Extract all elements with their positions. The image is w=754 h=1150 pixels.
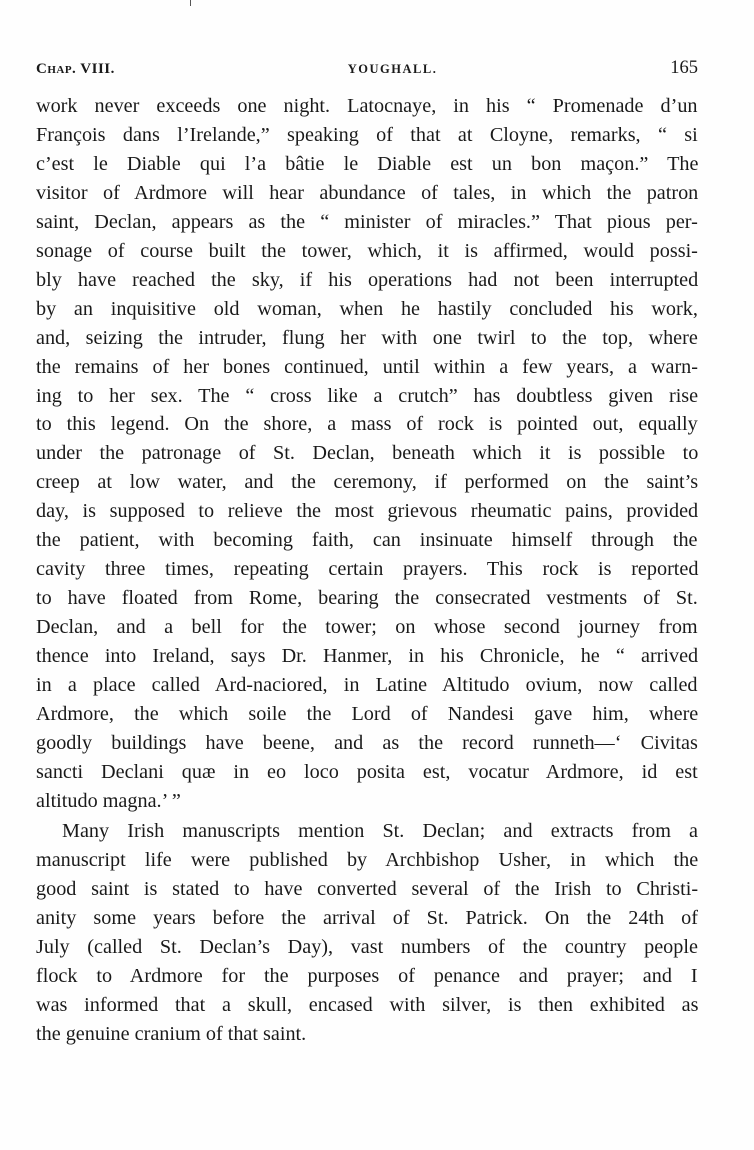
text-line: bly have reached the sky, if his operations had not been interrupted — [36, 268, 699, 291]
text-line: and, seizing the intruder, flung her with one twirl to the top, where — [36, 326, 698, 349]
text-line: the remains of her bones continued, until within a few years, a warn- — [36, 355, 698, 378]
text-line: the patient, with becoming faith, can insinuate himself through the — [36, 529, 698, 552]
text-line: was informed that a skull, encased with silver, is then exhibited as — [36, 993, 699, 1016]
running-title: YOUGHALL. — [347, 62, 438, 76]
text-line: manuscript life were published by Archbishop Usher, in which the — [36, 848, 699, 871]
text-line: the genuine cranium of that saint. — [36, 1022, 307, 1045]
text-line: thence into Ireland, says Dr. Hanmer, in his Chronicle, he “ arrived — [36, 645, 699, 668]
page-edge-mark — [190, 0, 191, 6]
text-line: Declan, and a bell for the tower; on whose second journey from — [36, 616, 698, 639]
text-line: to this legend. On the shore, a mass of rock is pointed out, equally — [36, 413, 698, 436]
running-header — [36, 58, 698, 92]
text-line: ing to her sex. The “ cross like a crutch” has doubtless given rise — [36, 384, 699, 407]
text-line: Many Irish manuscripts mention St. Declan; and extracts from a — [62, 819, 699, 842]
text-line: to have floated from Rome, bearing the consecrated vestments of St. — [36, 587, 698, 610]
text-line: in a place called Ard-naciored, in Latine Altitudo ovium, now called — [36, 674, 698, 697]
text-line: creep at low water, and the ceremony, if performed on the saint’s — [36, 471, 699, 494]
paragraph-2 — [36, 817, 698, 1049]
text-line: altitudo magna.’ ” — [36, 789, 181, 812]
text-line: cavity three times, repeating certain prayers. This rock is reported — [36, 558, 699, 581]
text-line: good saint is stated to have converted several of the Irish to Christi- — [36, 877, 699, 900]
text-line: goodly buildings have beene, and as the record runneth—‘ Civitas — [36, 731, 698, 754]
text-line: by an inquisitive old woman, when he hastily concluded his work, — [36, 297, 698, 320]
text-line: visitor of Ardmore will hear abundance of tales, in which the patron — [36, 181, 699, 204]
text-line: saint, Declan, appears as the “ minister of miracles.” That pious per- — [36, 210, 698, 233]
book-page — [36, 58, 698, 1048]
text-line: day, is supposed to relieve the most grievous rheumatic pains, provided — [36, 500, 699, 523]
text-line: c’est le Diable qui l’a bâtie le Diable est un bon maçon.” The — [36, 152, 699, 175]
text-line: under the patronage of St. Declan, beneath which it is possible to — [36, 442, 699, 465]
chapter-label: Chap. VIII. — [36, 61, 115, 77]
text-line: sancti Declani quæ in eo loco posita est, vocatur Ardmore, id est — [36, 760, 698, 783]
text-line: François dans l’Irelande,” speaking of that at Cloyne, remarks, “ si — [36, 123, 698, 146]
text-line: Ardmore, the which soile the Lord of Nandesi gave him, where — [36, 703, 699, 726]
text-line: July (called St. Declan’s Day), vast numbers of the country people — [36, 935, 698, 958]
text-line: anity some years before the arrival of St. Patrick. On the 24th of — [36, 906, 698, 929]
page-number: 165 — [670, 58, 698, 78]
text-line: work never exceeds one night. Latocnaye, in his “ Promenade d’un — [36, 95, 698, 117]
text-line: sonage of course built the tower, which, it is affirmed, would possi- — [36, 239, 698, 262]
text-line: flock to Ardmore for the purposes of penance and prayer; and I — [36, 964, 698, 987]
paragraph-1 — [36, 92, 698, 816]
